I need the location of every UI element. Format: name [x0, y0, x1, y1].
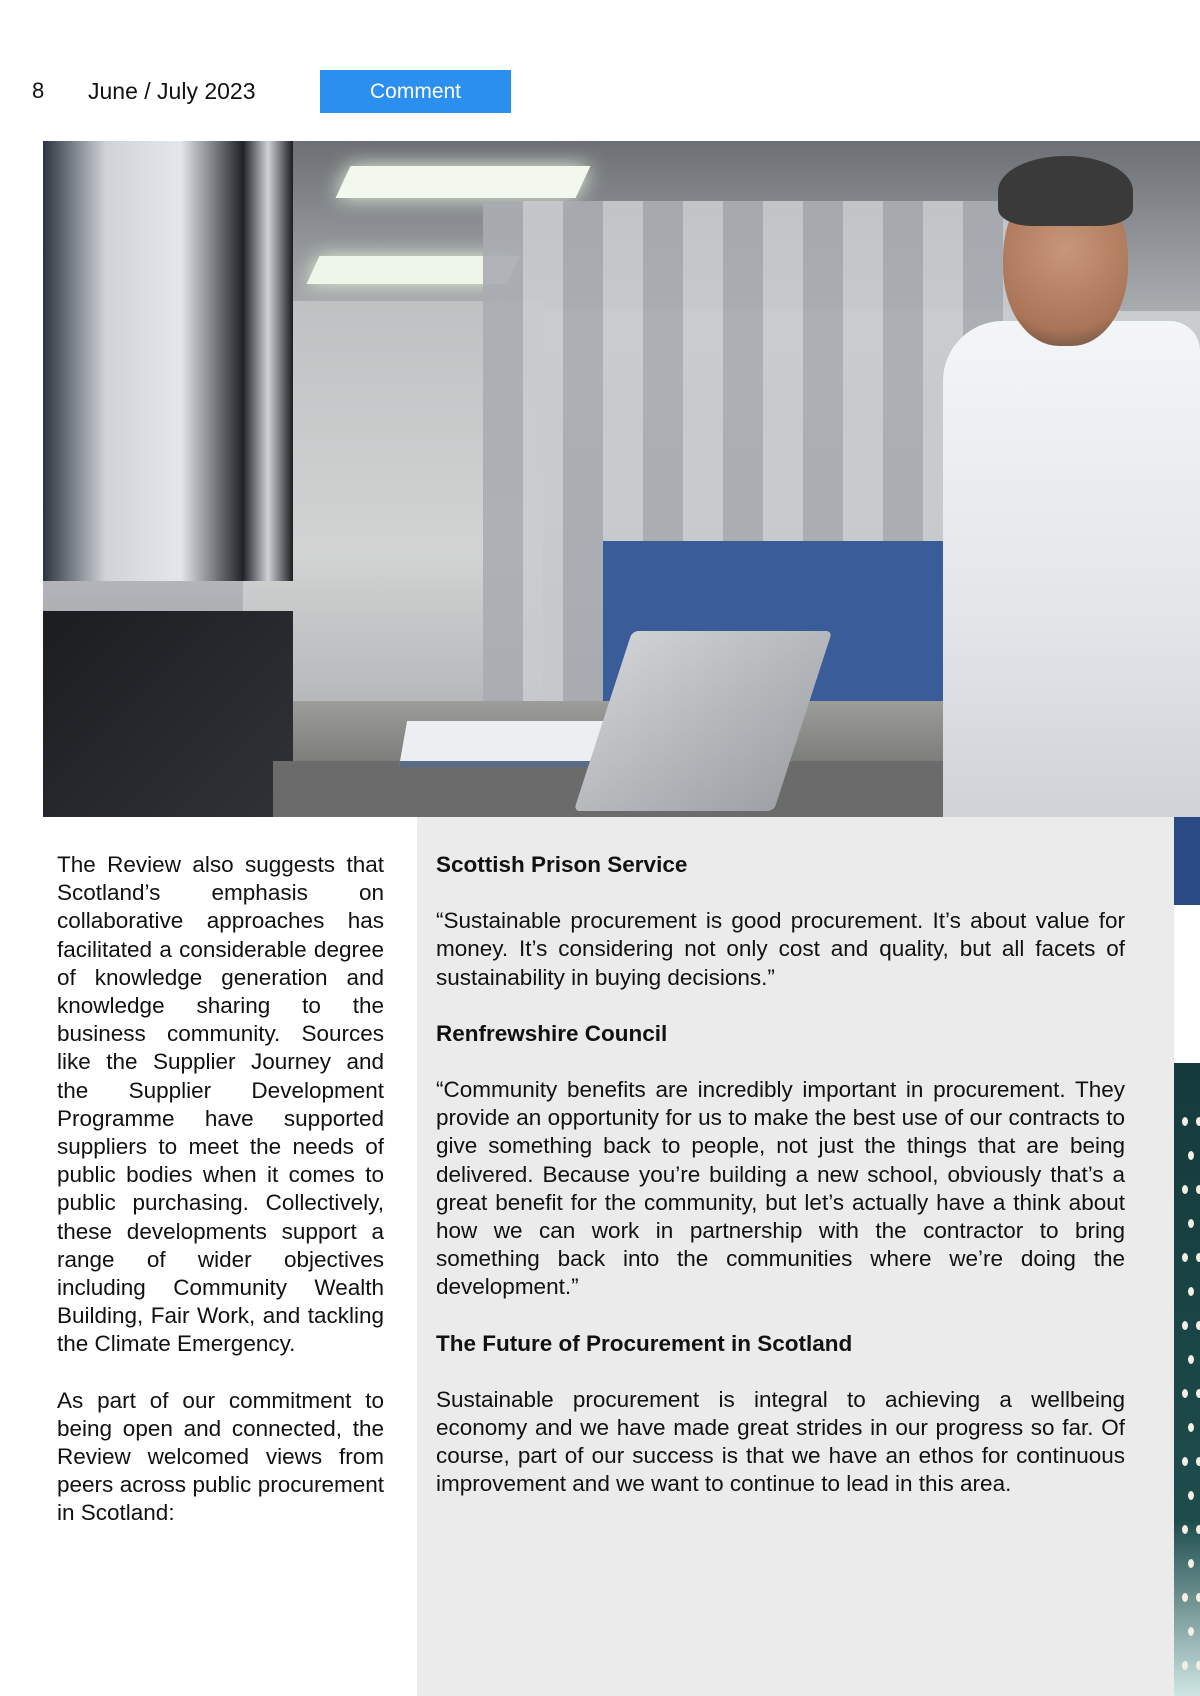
body-paragraph: The Review also suggests that Scotland’s emphasis on collaborative approaches has facilitated a considerable degree of knowledge generation and knowledge sharing to the business community. Sources like the Supplier Journey and the Supplier Development Programme have supported suppliers to meet the needs of public bodies when it comes to public purchasing. Collectively, these developments support a range of wider objectives including Community Wealth Building, Fair Work, and tackling the Climate Emergency. — [57, 852, 384, 1357]
polka-dot — [1188, 1287, 1194, 1296]
quote-paragraph: “Community benefits are incredibly important in procurement. They provide an opportunity for us to make the best use of our contracts to give something back to people, not just the things that are being delivered. Because you’re building a new school, obviously that’s a great benefit for the community, but let’s actually have a think about how we can work in partnership with the contractor to bring something back into the communities where we’re doing the development.” — [436, 1077, 1125, 1300]
polka-dot — [1182, 1457, 1188, 1466]
polka-dot — [1188, 1559, 1194, 1568]
polka-dot — [1188, 1627, 1194, 1636]
body-paragraph: As part of our commitment to being open and connected, the Review welcomed views from peers across public procurement in Scotland: — [57, 1387, 384, 1526]
section-heading: The Future of Procurement in Scotland — [436, 1330, 853, 1356]
photo-man-shirt — [943, 321, 1200, 817]
issue-date: June / July 2023 — [88, 78, 256, 104]
photo-man-hair — [998, 156, 1133, 226]
photo-foreground-shadow — [43, 611, 293, 817]
polka-dot — [1182, 1185, 1188, 1194]
photo-man — [923, 151, 1200, 817]
polka-dot — [1182, 1117, 1188, 1126]
polka-dot — [1182, 1389, 1188, 1398]
polka-dot — [1188, 1423, 1194, 1432]
polka-dot — [1182, 1321, 1188, 1330]
polka-dot — [1196, 1525, 1200, 1534]
polka-dot — [1182, 1525, 1188, 1534]
adjacent-photo-strip — [1174, 817, 1200, 1696]
polka-dot — [1196, 1389, 1200, 1398]
section-heading: Scottish Prison Service — [436, 852, 688, 877]
polka-dot — [1188, 1491, 1194, 1500]
polka-dot — [1182, 1661, 1188, 1670]
polka-dot — [1196, 1593, 1200, 1602]
polka-dot — [1188, 1151, 1194, 1160]
polka-dot — [1196, 1661, 1200, 1670]
polka-dot — [1196, 1321, 1200, 1330]
polka-dot — [1188, 1355, 1194, 1364]
photo-ceiling-light — [336, 166, 591, 198]
photo-binders — [43, 141, 293, 581]
polka-dot — [1196, 1117, 1200, 1126]
polka-dot — [1182, 1253, 1188, 1262]
polka-dot — [1188, 1219, 1194, 1228]
quote-paragraph: “Sustainable procurement is good procurement. It’s about value for money. It’s considering not only cost and quality, but all facets of sustainability in buying decisions.” — [436, 908, 1125, 990]
polka-dot — [1196, 1185, 1200, 1194]
polka-dot — [1196, 1253, 1200, 1262]
polka-dot — [1182, 1593, 1188, 1602]
section-heading: Renfrewshire Council — [436, 1020, 668, 1046]
body-paragraph: Sustainable procurement is integral to achieving a wellbeing economy and we have made great strides in our progress so far. Of course, part of our success is that we have an ethos for continuous improvement and we want to continue to lead in this area. — [436, 1386, 1125, 1497]
right-column — [436, 851, 1125, 1527]
left-column — [57, 851, 384, 1556]
page-number: 8 — [32, 78, 45, 103]
warehouse-photo — [43, 141, 1200, 817]
polka-dot — [1196, 1457, 1200, 1466]
section-tag: Comment — [320, 70, 511, 113]
